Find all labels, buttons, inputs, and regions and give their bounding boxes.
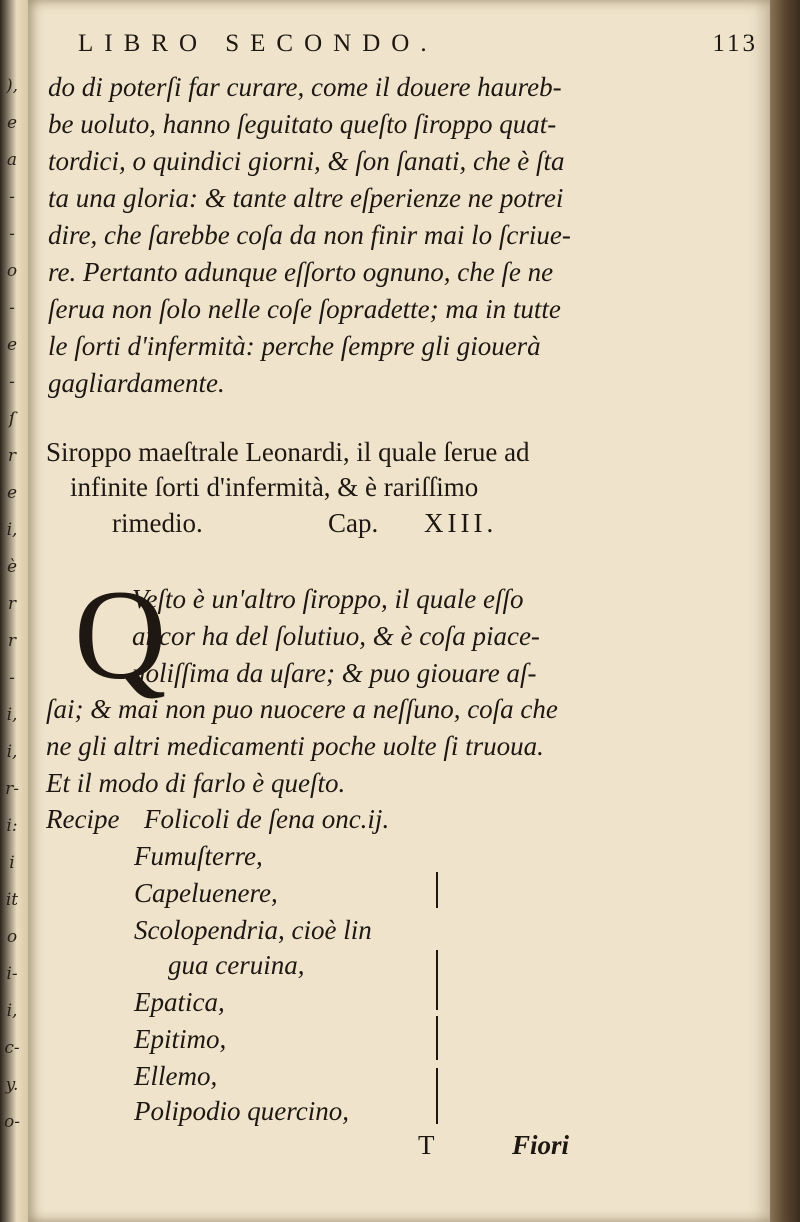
gutter-mark: i [9,853,15,873]
gutter-mark: i: [6,816,18,836]
recipe-brace [436,1016,438,1060]
text-line: gagliardamente. [48,368,225,398]
gutter-mark: i, [6,705,18,725]
recipe-item: Epatica, [134,987,225,1017]
text-line: do di poterſi far curare, come il douere haureb- [48,72,562,102]
gutter-mark: i, [6,1001,18,1021]
chapter-title-line: Siroppo maeſtrale Leonardi, il quale ſerue ad [46,437,530,467]
recipe-item: gua ceruina, [168,950,305,980]
gutter-mark: - [9,224,15,244]
header-title: LIBRO SECONDO. [78,30,438,57]
gutter-mark: e [6,483,18,503]
recipe-label: Recipe [46,804,120,834]
gutter-mark: r- [5,779,19,799]
gutter-mark: c- [4,1038,20,1058]
text-line: dire, che ſarebbe coſa da non finir mai lo ſcriue- [48,220,571,250]
page-number: 113 [712,30,758,57]
chapter-title-line: infinite ſorti d'infermità, & è rariſſimo [70,472,479,502]
gutter-mark: o [6,927,18,947]
gutter-mark: ), [5,76,19,96]
text-line: ancor ha del ſolutiuo, & è coſa piace- [132,621,540,651]
gutter-mark: è [6,557,18,577]
text-line: ſerua non ſolo nelle coſe ſopradette; ma in tutte [48,294,561,324]
drop-cap: Q [74,564,167,706]
recipe-brace [436,1068,438,1124]
text-line: be uoluto, hanno ſeguitato queſto ſiroppo quat- [48,109,557,139]
recipe-item: Epitimo, [134,1024,227,1054]
gutter-mark: a [6,150,18,170]
recipe-first-item: Folicoli de ſena onc.ij. [144,804,390,834]
gutter-mark: o- [4,1112,20,1132]
gutter-mark: e [6,335,18,355]
text-line: re. Pertanto adunque eſſorto ognuno, che ſe ne [48,257,554,287]
chapter-title-line: rimedio. [112,508,203,538]
text-line: le ſorti d'infermità: perche ſempre gli giouerà [48,331,541,361]
recipe-item: Fumuſterre, [134,841,263,871]
gutter-mark: r [7,594,17,614]
gutter-mark: r [7,631,17,651]
book-edge [770,0,800,1222]
text-line: ta una gloria: & tante altre eſperienze ne potrei [48,183,564,213]
recipe-brace [436,872,438,908]
recipe-item: Capeluenere, [134,878,278,908]
book-page [28,0,770,1222]
gutter-mark: ſ [8,409,16,429]
book-gutter [0,0,28,1222]
text-line: uoliſſima da uſare; & puo giouare aſ- [132,658,537,688]
gutter-mark: i- [6,964,18,984]
recipe-brace [436,950,438,1010]
gutter-mark: i, [6,520,18,540]
running-header [78,30,758,58]
gutter-mark: - [9,298,15,318]
text-line: Veſto è un'altro ſiroppo, il quale eſſo [132,584,524,614]
text-line: ſai; & mai non puo nuocere a neſſuno, coſa che [46,694,558,724]
gutter-mark: i, [6,742,18,762]
recipe-item: Ellemo, [134,1061,218,1091]
gutter-mark: o [6,261,18,281]
text-line: ne gli altri medicamenti poche uolte ſi truoua. [46,731,544,761]
gutter-mark: - [9,668,15,688]
gutter-mark: - [9,187,15,207]
gutter-mark: r [7,446,17,466]
chapter-cap-label: Cap. [328,508,379,538]
gutter-mark: e [6,113,18,133]
recipe-item: Scolopendria, cioè lin [134,915,372,945]
signature-mark: T [418,1130,435,1160]
chapter-number: XIII. [424,508,498,538]
text-line: tordici, o quindici giorni, & ſon ſanati, che è ſta [48,146,565,176]
catchword: Fiori [512,1130,570,1160]
gutter-mark: y. [5,1075,19,1095]
recipe-item: Polipodio quercino, [134,1096,349,1126]
text-line: Et il modo di farlo è queſto. [46,768,346,798]
gutter-mark: it [5,890,19,910]
gutter-mark: - [9,372,15,392]
